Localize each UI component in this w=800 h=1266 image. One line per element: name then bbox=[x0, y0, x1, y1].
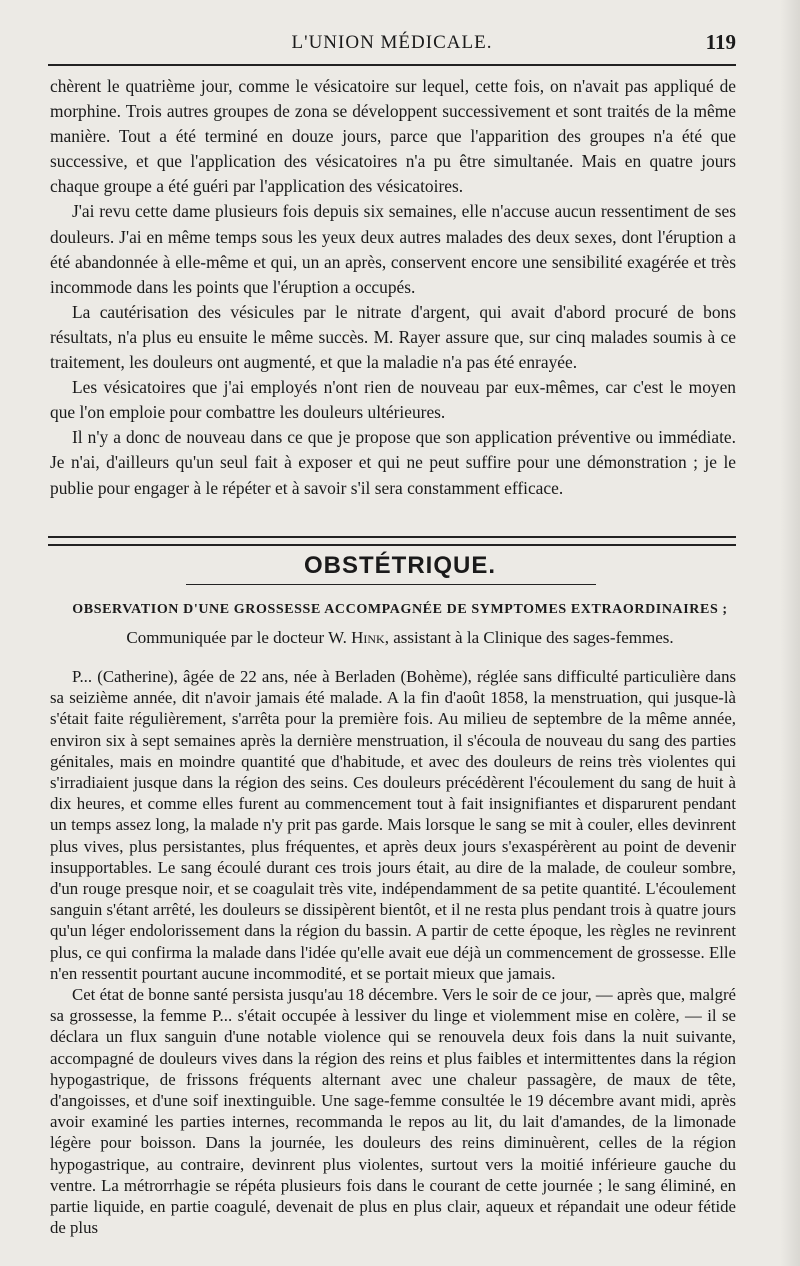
paragraph: Cet état de bonne santé persista jusqu'au 18 décembre. Vers le soir de ce jour, — après que, malgré sa grossesse, la femme P... s'était occupée à lessiver du linge et violemment mise en colère, — il se déclara un flux sanguin d'une notable violence qui se renouvela deux fois dans la nuit suivante, accompagné de douleurs vives dans la région des reins et plus faibles et intermittentes dans la région hypogastrique, de frissons fréquents alternant avec une chaleur passagère, de maux de tête, d'angoisses, et d'une soif inextinguible. Une sage-femme consultée le 19 décembre avant midi, après avoir examiné les parties internes, recommanda le repos au lit, du lait d'amandes, de la limonade légère pour boisson. Dans la journée, les douleurs des reins diminuèrent, celles de la région hypogastrique, au contraire, devinrent plus violentes, surtout vers la moitié inférieure gauche du ventre. La métrorrhagie se répéta plusieurs fois dans le courant de cette journée ; le sang éliminé, en partie liquide, en partie coagulé, devenait de plus en plus clair, aqueux et répandait une odeur fétide de plus bbox=[50, 985, 736, 1238]
paragraph: La cautérisation des vésicules par le nitrate d'argent, qui avait d'abord procuré de bons résultats, n'a plus eu ensuite le même succès. M. Rayer assure que, sur cinq malades soumis à ce traitement, les douleurs ont augmenté, et que la maladie n'a pas été enrayée. bbox=[50, 301, 736, 373]
page-header bbox=[48, 30, 736, 58]
paragraph: Il n'y a donc de nouveau dans ce que je propose que son application préventive ou immédiate. Je n'ai, d'ailleurs qu'un seul fait à exposer et qui ne peut suffire pour une démonstration ; je le publie pour engager à le répéter et à savoir s'il sera constamment efficace. bbox=[50, 427, 736, 498]
paragraph: J'ai revu cette dame plusieurs fois depuis six semaines, elle n'accuse aucun ressentiment de ses douleurs. J'ai en même temps sous les yeux deux autres malades des deux sexes, dont l'éruption a été abandonnée à elle-même et qui, un an après, conservent encore une sensibilité exagérée et très incommode dans les points que l'éruption a occupés. bbox=[50, 201, 736, 297]
article-title: OBSERVATION D'UNE GROSSESSE ACCOMPAGNÉE DE SYMPTOMES EXTRAORDINAIRES ; bbox=[72, 602, 728, 617]
byline-suffix: , assistant à la Clinique des sages-femmes. bbox=[384, 628, 674, 647]
section-divider bbox=[48, 536, 736, 546]
paragraph: chèrent le quatrième jour, comme le vésicatoire sur lequel, cette fois, on n'avait pas appliqué de morphine. Trois autres groupes de zona se développent successivement et sont traités de la même manière. Tout a été terminé en douze jours, parce que l'apparition des groupes n'a été que successive, et que l'application des vésicatoires n'a pu être simultanée. Mais en quatre jours chaque groupe a été guéri par l'application des vésicatoires. bbox=[50, 76, 736, 197]
byline-prefix: Communiquée par le docteur W. bbox=[126, 628, 352, 647]
header-rule bbox=[48, 64, 736, 66]
section-title-rule bbox=[186, 584, 596, 585]
article-body bbox=[50, 666, 736, 1238]
paragraph: P... (Catherine), âgée de 22 ans, née à Berladen (Bohème), réglée sans difficulté particulière dans sa seizième année, dit n'avoir jamais été malade. A la fin d'août 1858, la menstruation, qui jusque-là s'était faite régulièrement, s'arrêta pour la première fois. Au milieu de septembre de la même année, environ six à sept semaines après la dernière menstruation, il s'écoula de nouveau du sang des parties génitales, mais en moindre quantité que d'habitude, et avec des douleurs de reins très violentes qui s'irradiaient jusque dans la région des seins. Ces douleurs précédèrent l'écoulement du sang de huit à dix heures, et comme elles furent au commencement tout à fait insignifiantes et disparurent pendant un temps assez long, la malade n'y prit pas garde. Mais lorsque le sang se mit à couler, elles devinrent plus vives, plus persistantes, plus fréquentes, et après deux jours s'exaspérèrent au point de devenir insupportables. Le sang écoulé durant ces trois jours était, au dire de la malade, de couleur sombre, d'un rouge presque noir, et se coagulait très vite, indépendamment de sa petite quantité. L'écoulement sanguin s'étant arrêté, les douleurs se dissipèrent bientôt, et il ne resta plus pendant trois à quatre jours qu'un léger endolorissement dans la région du bassin. A partir de cette époque, les règles ne revinrent plus, ce qui confirma la malade dans l'idée qu'elle avait eue déjà un commencement de grossesse. Elle n'en ressentit pourtant aucune incommodité, et se portait mieux que jamais. bbox=[50, 667, 736, 983]
section-title: OBSTÉTRIQUE. bbox=[303, 552, 496, 579]
running-title: L'UNION MÉDICALE. bbox=[291, 32, 493, 53]
page-number: 119 bbox=[705, 30, 736, 54]
continued-article bbox=[50, 74, 736, 501]
byline-author: Hink bbox=[351, 628, 385, 647]
article-byline bbox=[60, 628, 740, 648]
paragraph: Les vésicatoires que j'ai employés n'ont rien de nouveau par eux-mêmes, car c'est le moyen que l'on emploie pour combattre les douleurs ultérieures. bbox=[50, 377, 736, 423]
